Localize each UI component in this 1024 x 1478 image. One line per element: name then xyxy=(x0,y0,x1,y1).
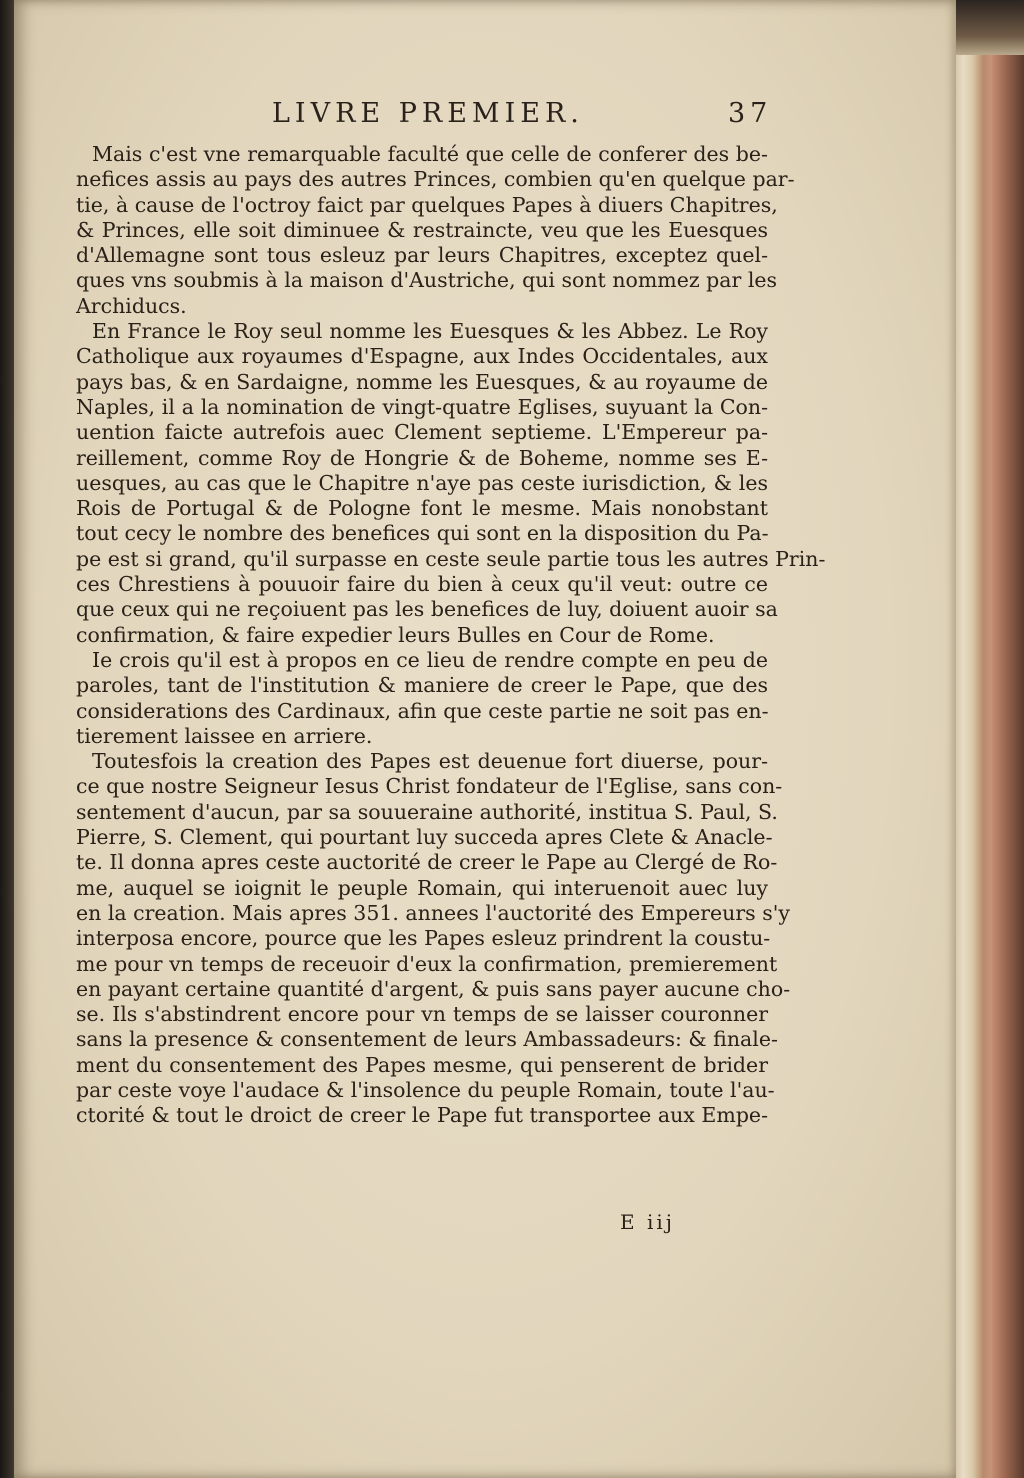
text-block xyxy=(76,142,826,1129)
running-head xyxy=(200,98,773,138)
text-line: Archiducs. xyxy=(76,293,187,318)
text-line: confirmation, & faire expedier leurs Bulles en Cour de Rome. xyxy=(76,622,715,647)
text-line: nefices assis au pays des autres Princes, combien qu'en quelque par- xyxy=(76,167,795,192)
text-line: que ceux qui ne reçoiuent pas les benefices de luy, doiuent auoir sa xyxy=(76,597,778,622)
running-head-title: LIVRE PREMIER. xyxy=(272,98,584,129)
book-block-edge xyxy=(950,55,1024,1478)
text-line: Toutesfois la creation des Papes est deuenue fort diuerse, pour- xyxy=(92,749,768,774)
text-line: te. Il donna apres ceste auctorité de creer le Pape au Clergé de Ro- xyxy=(76,850,778,875)
text-line: se. Ils s'abstindrent encore pour vn temps de se laisser couronner xyxy=(76,1002,768,1027)
text-line: paroles, tant de l'institution & maniere de creer le Pape, que des xyxy=(76,673,768,698)
text-line: me pour vn temps de receuoir d'eux la confirmation, premierement xyxy=(76,951,778,976)
text-line: considerations des Cardinaux, afin que ceste partie ne soit pas en- xyxy=(76,698,769,723)
text-line: en payant certaine quantité d'argent, & puis sans payer aucune cho- xyxy=(76,976,791,1001)
text-line: En France le Roy seul nomme les Euesques & les Abbez. Le Roy xyxy=(92,319,768,344)
text-line: tie, à cause de l'octroy faict par quelques Papes à diuers Chapitres, xyxy=(76,192,778,217)
text-line: tierement laissee en arriere. xyxy=(76,723,373,748)
text-line: Catholique aux royaumes d'Espagne, aux Indes Occidentales, aux xyxy=(76,344,768,369)
text-line: ctorité & tout le droict de creer le Pape fut transportee aux Empe- xyxy=(76,1103,768,1128)
page-number: 37 xyxy=(728,98,773,129)
book-block-top xyxy=(944,0,1024,60)
text-line: d'Allemagne sont tous esleuz par leurs Chapitres, exceptez quel- xyxy=(76,243,768,268)
text-line: ment du consentement des Papes mesme, qui penserent de brider xyxy=(76,1052,768,1077)
text-line: Naples, il a la nomination de vingt-quatre Eglises, suyuant la Con- xyxy=(76,394,768,419)
text-line: Rois de Portugal & de Pologne font le mesme. Mais nonobstant xyxy=(76,496,768,521)
text-line: ces Chrestiens à pouuoir faire du bien à ceux qu'il veut: outre ce xyxy=(76,572,768,597)
text-line: en la creation. Mais apres 351. annees l'auctorité des Empereurs s'y xyxy=(76,900,790,925)
text-line: uention faicte autrefois auec Clement septieme. L'Empereur pa- xyxy=(76,420,768,445)
text-line: sans la presence & consentement de leurs Ambassadeurs: & finale- xyxy=(76,1027,778,1052)
text-line: uesques, au cas que le Chapitre n'aye pas ceste iurisdiction, & les xyxy=(76,470,768,495)
text-line: tout cecy le nombre des benefices qui sont en la disposition du Pa- xyxy=(76,521,769,546)
text-line: Pierre, S. Clement, qui pourtant luy succeda apres Clete & Anacle- xyxy=(76,825,773,850)
text-line: pays bas, & en Sardaigne, nomme les Euesques, & au royaume de xyxy=(76,369,768,394)
signature-mark: E iij xyxy=(620,1210,675,1234)
text-line: & Princes, elle soit diminuee & restraincte, veu que les Euesques xyxy=(76,217,768,242)
text-line: sentement d'aucun, par sa souueraine authorité, institua S. Paul, S. xyxy=(76,799,778,824)
text-line: interposa encore, pource que les Papes esleuz prindrent la coustu- xyxy=(76,926,771,951)
text-line: Ie crois qu'il est à propos en ce lieu de rendre compte en peu de xyxy=(92,647,768,672)
text-line: reillement, comme Roy de Hongrie & de Boheme, nomme ses E- xyxy=(76,445,768,470)
text-line: Mais c'est vne remarquable faculté que celle de conferer des be- xyxy=(92,142,768,166)
text-line: me, auquel se ioignit le peuple Romain, qui interuenoit auec luy xyxy=(76,875,768,900)
text-line: par ceste voye l'audace & l'insolence du peuple Romain, toute l'au- xyxy=(76,1077,775,1102)
text-line: ce que nostre Seigneur Iesus Christ fondateur de l'Eglise, sans con- xyxy=(76,774,783,799)
text-line: ques vns soubmis à la maison d'Austriche, qui sont nommez par les xyxy=(76,268,778,293)
text-line: pe est si grand, qu'il surpasse en ceste seule partie tous les autres Prin- xyxy=(76,546,826,571)
